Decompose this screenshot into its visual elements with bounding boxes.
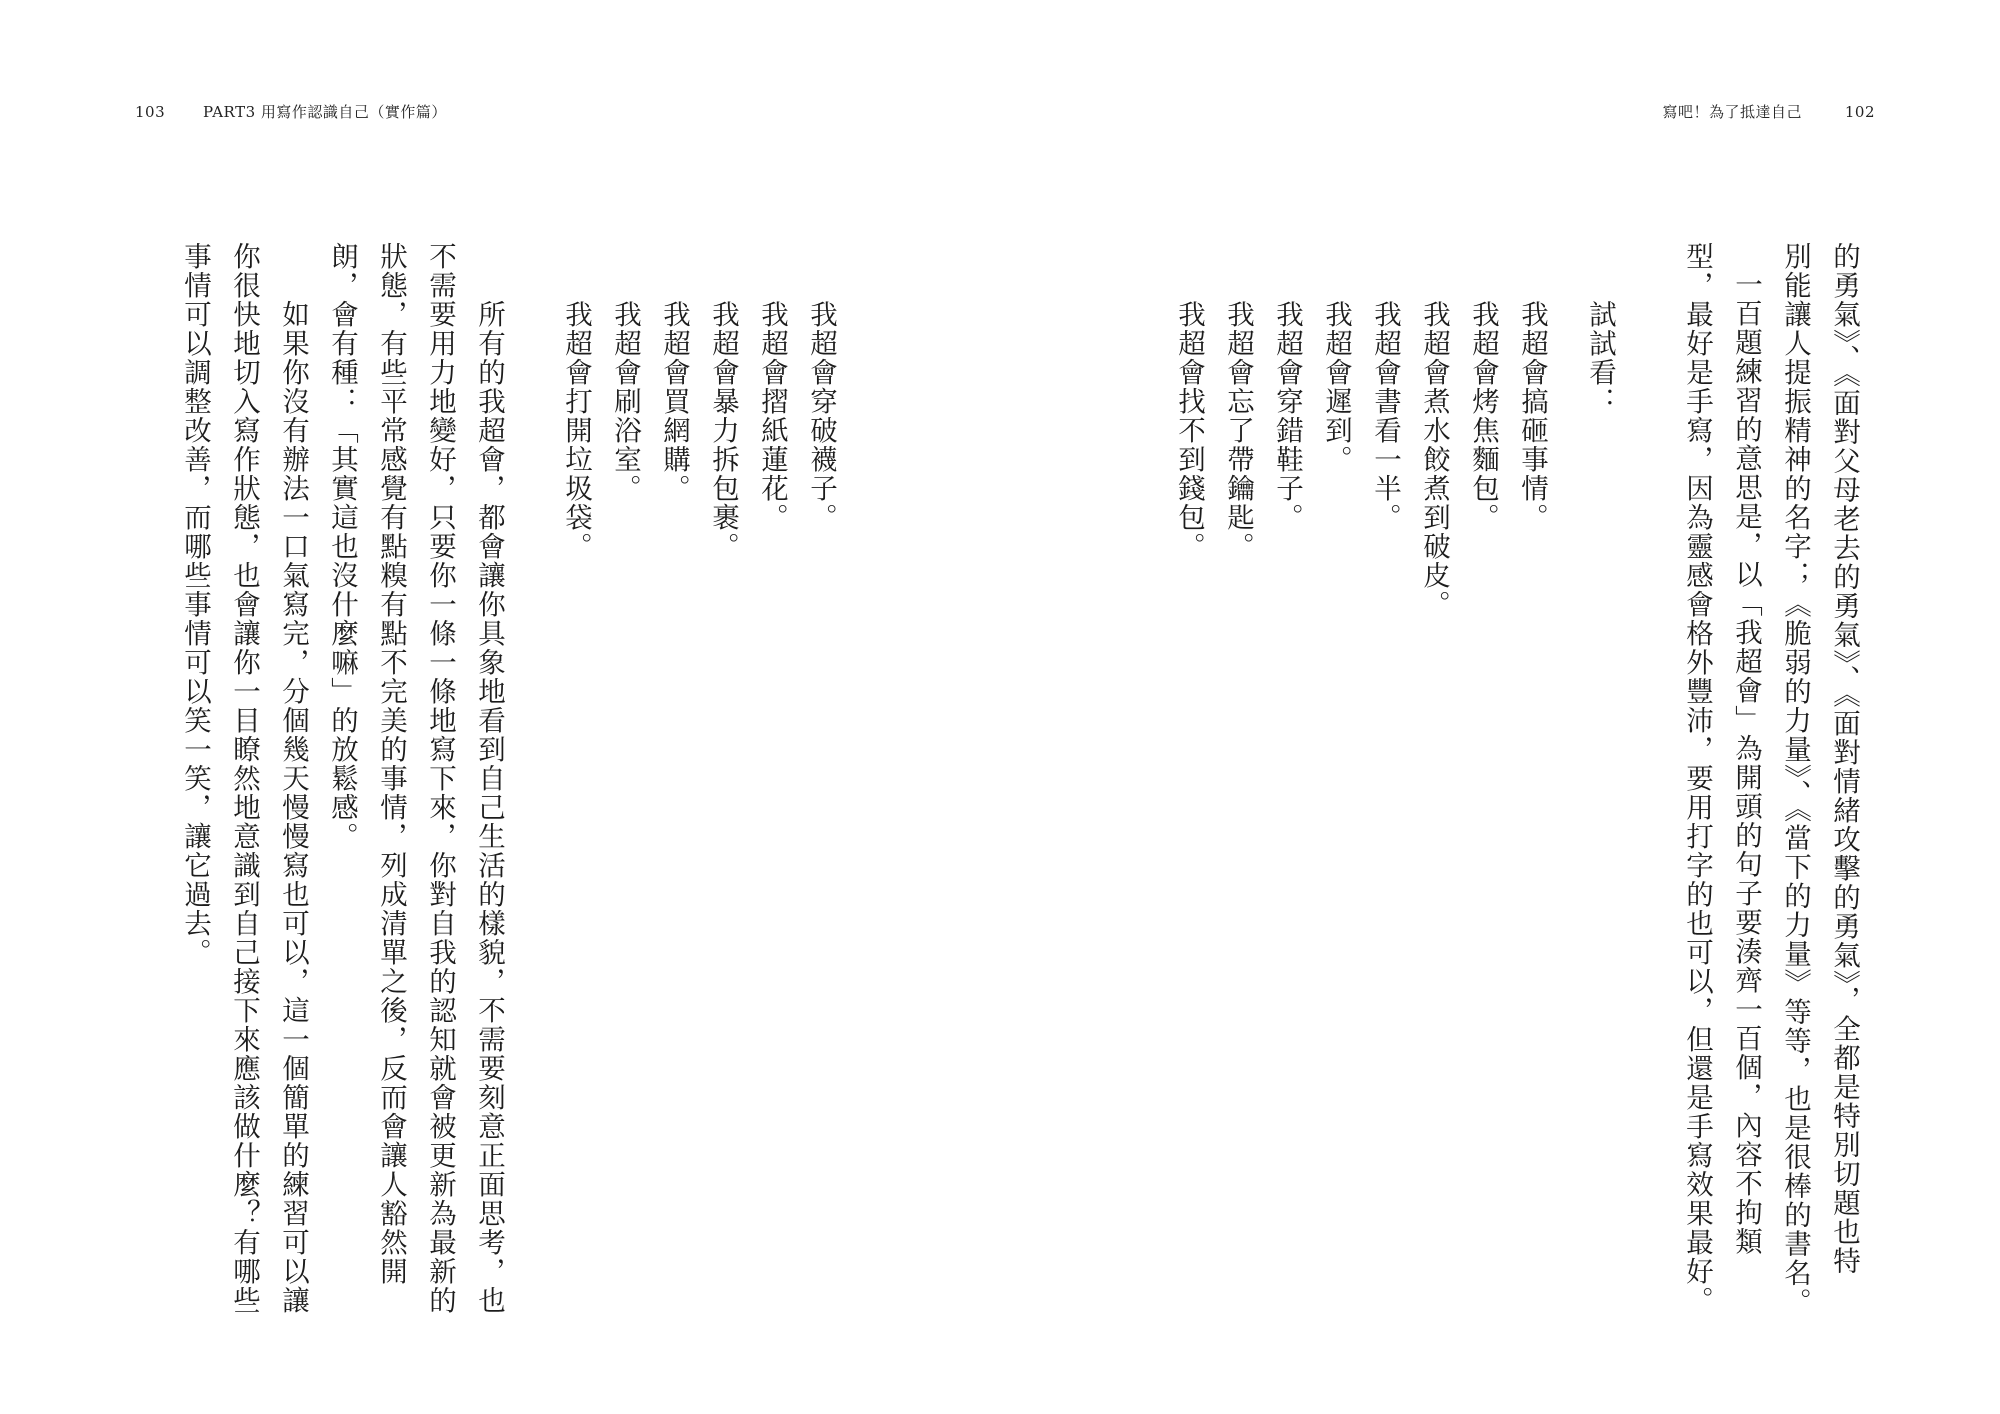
left-para2-line1: 如果你沒有辦法一口氣寫完，分個幾天慢慢寫也可以，這一個簡單的練習可以讓	[277, 300, 309, 1315]
example-item: 我超會搞砸事情。	[1516, 300, 1548, 532]
example-item: 我超會摺紙蓮花。	[756, 300, 788, 532]
left-para2-line2: 你很快地切入寫作狀態，也會讓你一目瞭然地意識到自己接下來應該做什麼？有哪些	[228, 242, 260, 1315]
right-para1-line2: 別能讓人提振精神的名字；《脆弱的力量》、《當下的力量》等等，也是很棒的書名。	[1779, 242, 1811, 1317]
example-item: 我超會買網購。	[658, 300, 690, 503]
example-item: 我超會暴力拆包裹。	[707, 300, 739, 561]
left-para1-line2: 不需要用力地變好，只要你一條一條地寫下來，你對自我的認知就會被更新為最新的	[424, 242, 456, 1315]
right-page-number: 102	[1844, 103, 1875, 121]
try-it-label: 試試看：	[1584, 300, 1616, 416]
example-item: 我超會忘了帶鑰匙。	[1222, 300, 1254, 561]
example-item: 我超會刷浴室。	[609, 300, 641, 503]
left-para1-line3: 狀態，有些平常感覺有點糗有點不完美的事情，列成清單之後，反而會讓人豁然開	[375, 242, 407, 1286]
example-item: 我超會穿錯鞋子。	[1271, 300, 1303, 532]
right-para2-line2: 型，最好是手寫，因為靈感會格外豐沛，要用打字的也可以，但還是手寫效果最好。	[1681, 242, 1713, 1315]
example-item: 我超會書看一半。	[1369, 300, 1401, 532]
example-item: 我超會穿破襪子。	[805, 300, 837, 532]
left-para2-line3: 事情可以調整改善，而哪些事情可以笑一笑，讓它過去。	[179, 242, 211, 967]
left-page-number: 103	[135, 103, 166, 121]
example-item: 我超會煮水餃煮到破皮。	[1418, 300, 1450, 619]
right-para2-line1: 一百題練習的意思是，以「我超會」為開頭的句子要湊齊一百個，內容不拘類	[1730, 270, 1762, 1256]
left-para1-line4: 朗，會有種：「其實這也沒什麼嘛」的放鬆感。	[326, 242, 358, 851]
left-para1-line1: 所有的我超會，都會讓你具象地看到自己生活的樣貌，不需要刻意正面思考，也	[473, 300, 505, 1315]
example-item: 我超會遲到。	[1320, 300, 1352, 474]
example-item: 我超會打開垃圾袋。	[560, 300, 592, 561]
example-item: 我超會找不到錢包。	[1173, 300, 1205, 561]
right-running-head: 寫吧！為了抵達自己	[1662, 103, 1802, 121]
right-para1-line1: 的勇氣》、《面對父母老去的勇氣》、《面對情緒攻擊的勇氣》，全都是特別切題也特	[1828, 242, 1860, 1276]
example-item: 我超會烤焦麵包。	[1467, 300, 1499, 532]
left-running-head: PART3 用寫作認識自己（實作篇）	[203, 103, 447, 121]
